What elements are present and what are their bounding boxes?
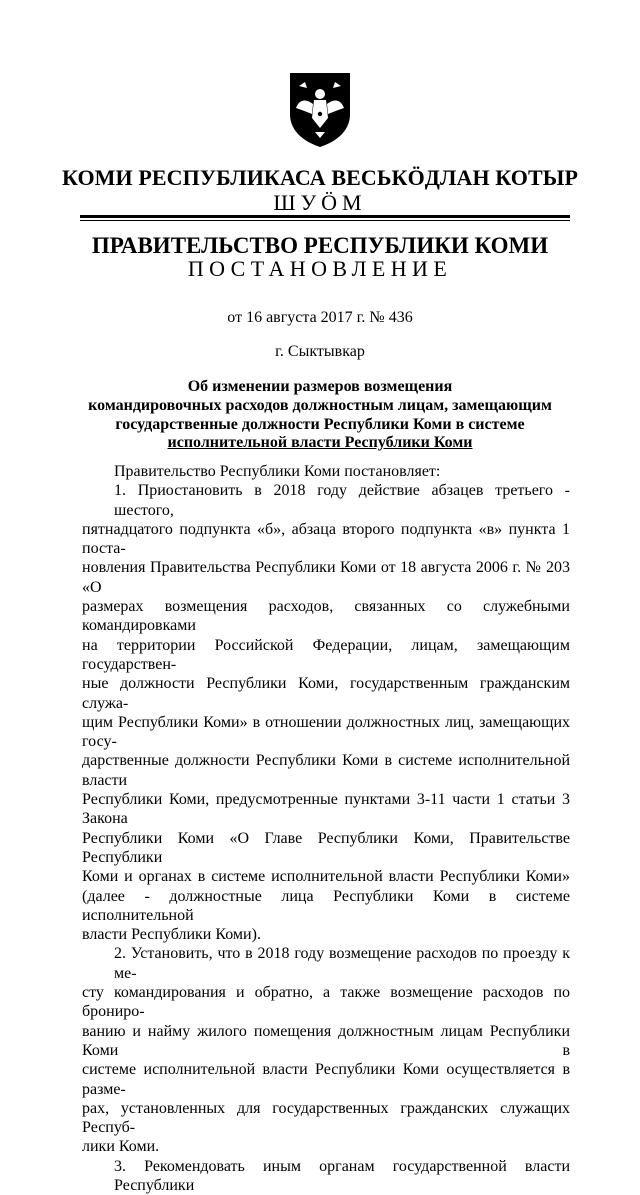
- komi-government-name: КОМИ РЕСПУБЛИКАСА ВЕСЬКӦДЛАН КОТЫР: [61, 165, 579, 190]
- body-line: дарственные должности Республики Коми в системе исполнительной власти: [82, 752, 570, 789]
- body-line: новления Правительства Республики Коми от 18 августа 2006 г. № 203 «О: [82, 559, 570, 596]
- coat-of-arms-icon: [287, 70, 353, 148]
- body-line: 3. Рекомендовать иным органам государственной власти Республики: [114, 1157, 570, 1194]
- body-line: 1. Приостановить в 2018 году действие абзацев третьего - шестого,: [114, 482, 570, 519]
- body-line: власти Республики Коми).: [82, 926, 261, 944]
- body-line: пятнадцатого подпункта «б», абзаца второго подпункта «в» пункта 1 поста-: [82, 520, 570, 558]
- body-line: Коми и органах в системе исполнительной власти Республики Коми»: [82, 868, 570, 886]
- document-city: г. Сыктывкар: [275, 343, 365, 360]
- document-title-line: государственные должности Республики Коми в системе: [115, 416, 525, 433]
- government-name: ПРАВИТЕЛЬСТВО РЕСПУБЛИКИ КОМИ: [91, 233, 549, 258]
- body-line: Республики Коми, предусмотренные пунктами 3-11 части 1 статьи 3 Закона: [82, 791, 570, 828]
- document-title-line: Об изменении размеров возмещения: [187, 378, 453, 395]
- document-title-line: командировочных расходов должностным лицам, замещающим: [88, 397, 552, 414]
- body-line: размерах возмещения расходов, связанных со служебными командировками: [82, 598, 570, 635]
- body-line: рах, установленных для государственных гражданских служащих Респуб-: [82, 1099, 570, 1137]
- document-type: ПОСТАНОВЛЕНИЕ: [187, 256, 453, 281]
- body-line: 2. Установить, что в 2018 году возмещение расходов по проезду к ме-: [114, 945, 570, 982]
- header-divider-thin: [80, 220, 570, 221]
- body-line: ные должности Республики Коми, государственным гражданским служа-: [82, 675, 570, 712]
- komi-document-type: ШУӦМ: [273, 190, 367, 215]
- document-body: [82, 462, 570, 1195]
- body-line: сту командирования и обратно, а также возмещение расходов по брониро-: [82, 984, 570, 1021]
- body-line: лики Коми.: [82, 1138, 160, 1156]
- document-title-line: исполнительной власти Республики Коми: [167, 434, 473, 451]
- body-line: (далее - должностные лица Республики Коми в системе исполнительной: [82, 887, 570, 924]
- body-line: Правительство Республики Коми постановляет:: [114, 463, 441, 480]
- document-date-number: от 16 августа 2017 г. № 436: [227, 309, 413, 326]
- body-line: щим Республики Коми» в отношении должностных лиц, замещающих госу-: [82, 713, 570, 751]
- body-line: системе исполнительной власти Республики Коми осуществляется в разме-: [82, 1061, 570, 1098]
- body-line: ванию и найму жилого помещения должностным лицам Республики Коми в: [82, 1022, 570, 1059]
- body-line: на территории Российской Федерации, лицам, замещающим государствен-: [82, 636, 570, 673]
- header-divider-thick: [80, 215, 570, 218]
- body-line: Республики Коми «О Главе Республики Коми, Правительстве Республики: [82, 829, 570, 866]
